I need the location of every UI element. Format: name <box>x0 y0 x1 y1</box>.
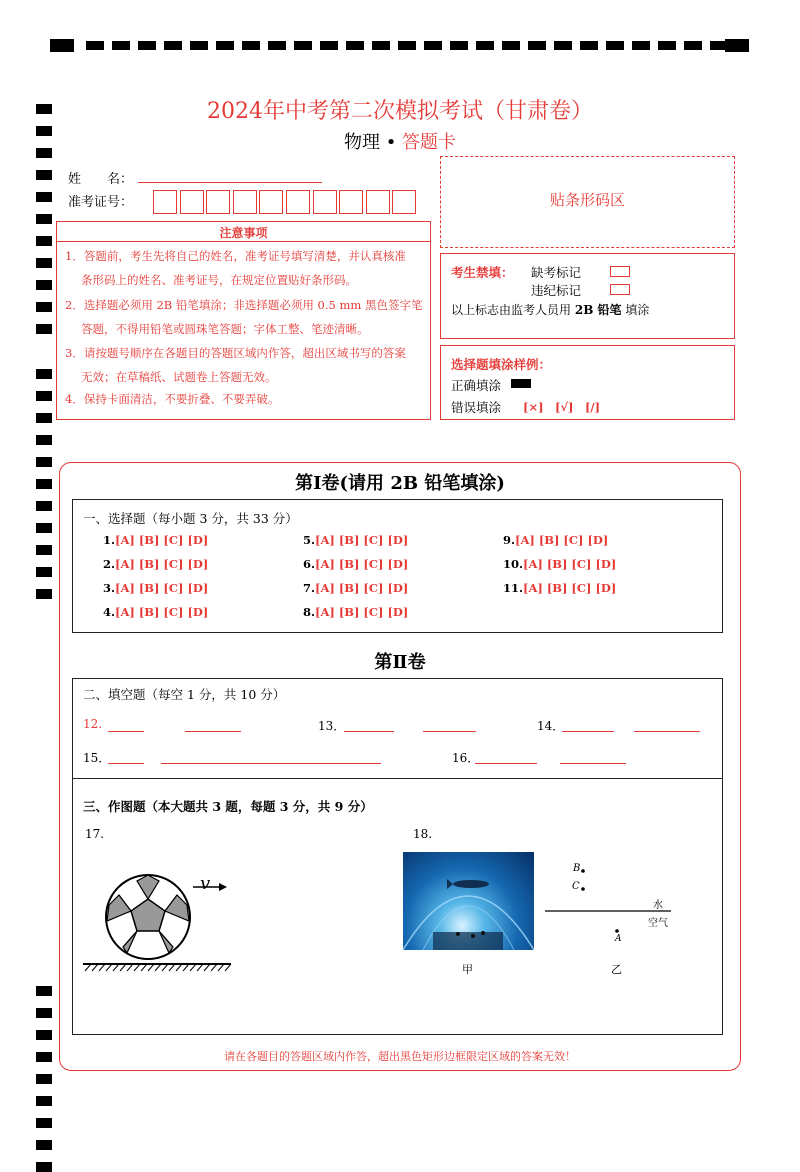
timing-mark <box>528 41 546 50</box>
timing-mark <box>36 435 52 445</box>
correct-label: 正确填涂 <box>451 378 502 393</box>
question-number: 7. <box>303 581 316 595</box>
notice-box <box>56 221 431 420</box>
timing-mark <box>658 41 676 50</box>
timing-mark <box>36 1030 52 1040</box>
timing-mark <box>36 1162 52 1172</box>
drawing-heading: 三、作图题（本大题共 3 题，每题 3 分，共 9 分） <box>83 799 373 814</box>
timing-mark <box>112 41 130 50</box>
answer-options[interactable]: [A] [B] [C] [D] <box>115 557 209 571</box>
timing-mark <box>138 41 156 50</box>
sample-title: 选择题填涂样例： <box>451 357 552 372</box>
timing-mark <box>725 39 749 52</box>
timing-mark <box>606 41 624 50</box>
missing-mark-box[interactable] <box>610 266 630 277</box>
choice-question-8[interactable] <box>303 605 408 619</box>
timing-mark <box>36 1008 52 1018</box>
timing-mark <box>36 1118 52 1128</box>
q15-blank-1[interactable] <box>108 763 144 764</box>
notice-item: 1．答题前，考生先将自己的姓名，准考证号填写清楚，并认真核准 <box>65 249 406 263</box>
q13-blank-1[interactable] <box>344 731 394 732</box>
choice-question-5[interactable] <box>303 533 408 547</box>
note-pre: 以上标志由监考人员用 <box>451 303 572 317</box>
notice-item: 答题，不得用铅笔或圆珠笔答题；字体工整、笔迹清晰。 <box>81 322 369 336</box>
caption-yi: 乙 <box>611 963 622 976</box>
answer-options[interactable]: [A] [B] [C] [D] <box>315 581 409 595</box>
timing-mark <box>424 41 442 50</box>
q15-number: 15． <box>83 751 111 765</box>
timing-mark <box>684 41 702 50</box>
timing-mark <box>36 258 52 268</box>
note-bold: 2B 铅笔 <box>574 303 622 317</box>
timing-mark <box>632 41 650 50</box>
answer-options[interactable]: [A] [B] [C] [D] <box>523 557 617 571</box>
q18-number: 18. <box>413 827 433 841</box>
examinee-forbidden-box <box>440 253 735 339</box>
timing-mark <box>580 41 598 50</box>
id-digit-box[interactable] <box>233 190 257 214</box>
q15-blank-2[interactable] <box>161 763 381 764</box>
violation-mark-box[interactable] <box>610 284 630 295</box>
timing-mark <box>450 41 468 50</box>
question-number: 9. <box>503 533 516 547</box>
notice-item: 3．请按题号顺序在各题目的答题区域内作答，超出区域书写的答案 <box>65 346 406 360</box>
point-b <box>581 869 585 873</box>
q16-number: 16． <box>452 751 480 765</box>
q12-blank-1[interactable] <box>108 731 144 732</box>
barcode-label: 贴条形码区 <box>549 191 625 209</box>
choice-question-box <box>72 499 723 633</box>
question-number: 10. <box>503 557 524 571</box>
section2-title: 第Ⅱ卷 <box>374 652 426 673</box>
wrong-label: 错误填涂 <box>451 400 502 415</box>
point-a <box>615 929 619 933</box>
label-a: A <box>615 934 622 944</box>
id-digit-box[interactable] <box>339 190 363 214</box>
id-digit-box[interactable] <box>206 190 230 214</box>
timing-mark <box>36 1140 52 1150</box>
choice-question-4[interactable] <box>103 605 208 619</box>
q12-blank-2[interactable] <box>185 731 241 732</box>
subtitle-dot: • <box>385 132 397 153</box>
ground-hatch <box>83 964 231 971</box>
timing-mark <box>36 457 52 467</box>
timing-mark <box>36 236 52 246</box>
point-c <box>581 887 585 891</box>
notice-title: 注意事项 <box>219 226 268 240</box>
card-label: 答题卡 <box>402 132 457 153</box>
q13-blank-2[interactable] <box>423 731 476 732</box>
timing-mark <box>36 170 52 180</box>
subject-label: 物理 <box>343 132 380 153</box>
q12-number: 12. <box>83 717 103 731</box>
exam-title: 2024年中考第二次模拟考试（甘肃卷） <box>207 99 593 124</box>
answer-options[interactable]: [A] [B] [C] [D] <box>115 533 209 547</box>
answer-options[interactable]: [A] [B] [C] [D] <box>515 533 609 547</box>
subtitle <box>0 128 800 154</box>
timing-mark <box>36 589 52 599</box>
correct-fill-sample <box>511 379 531 388</box>
timing-mark <box>268 41 286 50</box>
fill-blank-box <box>72 678 723 779</box>
timing-mark <box>554 41 572 50</box>
q14-number: 14． <box>537 719 565 733</box>
timing-mark <box>36 986 52 996</box>
forbidden-title: 考生禁填： <box>451 265 514 280</box>
timing-mark <box>216 41 234 50</box>
question-number: 3. <box>103 581 116 595</box>
fill-heading: 二、填空题（每空 1 分，共 10 分） <box>83 687 286 702</box>
q16-blank-1[interactable] <box>475 763 537 764</box>
id-digit-box[interactable] <box>259 190 283 214</box>
choice-question-3[interactable] <box>103 581 208 595</box>
notice-item: 条形码上的姓名、准考证号，在规定位置贴好条形码。 <box>81 273 357 287</box>
timing-mark <box>50 39 74 52</box>
timing-mark <box>36 501 52 511</box>
caption-jia: 甲 <box>462 963 473 976</box>
drawing-question-box <box>72 778 723 1035</box>
soccer-ball-figure <box>81 869 241 979</box>
question-number: 8. <box>303 605 316 619</box>
q17-number: 17. <box>85 827 105 841</box>
label-c: C <box>572 881 580 892</box>
barcode-area <box>440 156 735 248</box>
wrong-marks: [×] [√] [/] <box>523 400 601 414</box>
timing-mark <box>36 192 52 202</box>
timing-mark <box>36 545 52 555</box>
timing-mark <box>36 1096 52 1106</box>
timing-mark <box>476 41 494 50</box>
timing-mark <box>320 41 338 50</box>
label-b: B <box>573 863 581 874</box>
timing-mark <box>36 369 52 379</box>
timing-mark <box>86 41 104 50</box>
timing-mark <box>372 41 390 50</box>
question-number: 1. <box>103 533 116 547</box>
missing-label: 缺考标记 <box>531 265 582 280</box>
q16-blank-2[interactable] <box>560 763 626 764</box>
id-digit-box[interactable] <box>180 190 204 214</box>
answer-options[interactable]: [A] [B] [C] [D] <box>315 557 409 571</box>
answer-options[interactable]: [A] [B] [C] [D] <box>115 605 209 619</box>
choice-question-2[interactable] <box>103 557 208 571</box>
notice-item: 4．保持卡面清洁，不要折叠、不要弄破。 <box>65 392 280 406</box>
section1-title: 第Ⅰ卷(请用 2B 铅笔填涂) <box>295 473 505 494</box>
name-label: 姓 名： <box>68 172 134 187</box>
name-input[interactable] <box>138 182 322 183</box>
timing-mark <box>242 41 260 50</box>
q14-blank-2[interactable] <box>634 731 700 732</box>
timing-mark <box>294 41 312 50</box>
timing-mark <box>36 567 52 577</box>
aquarium-tunnel-photo <box>403 852 534 950</box>
timing-mark <box>36 214 52 224</box>
id-digit-box[interactable] <box>153 190 177 214</box>
choice-question-10[interactable] <box>503 557 616 571</box>
timing-mark <box>36 413 52 423</box>
answer-options[interactable]: [A] [B] [C] [D] <box>523 581 617 595</box>
violation-label: 违纪标记 <box>531 283 582 298</box>
timing-mark <box>36 523 52 533</box>
choice-question-9[interactable] <box>503 533 608 547</box>
question-number: 11. <box>503 581 524 595</box>
timing-mark <box>36 302 52 312</box>
footer-warning: 请在各题目的答题区域内作答，超出黑色矩形边框限定区域的答案无效！ <box>224 1050 576 1063</box>
aquarium-scene <box>403 852 534 950</box>
timing-mark <box>164 41 182 50</box>
q14-blank-1[interactable] <box>562 731 614 732</box>
question-number: 5. <box>303 533 316 547</box>
id-label: 准考证号： <box>68 195 134 210</box>
question-number: 2. <box>103 557 116 571</box>
timing-mark <box>398 41 416 50</box>
id-digit-box[interactable] <box>392 190 416 214</box>
answer-options[interactable]: [A] [B] [C] [D] <box>115 581 209 595</box>
notice-item: 无效；在草稿纸、试题卷上答题无效。 <box>81 370 277 384</box>
forbidden-note <box>451 301 649 318</box>
timing-mark <box>36 280 52 290</box>
note-post: 填涂 <box>625 303 650 317</box>
soccer-ball-icon <box>106 875 190 959</box>
choice-heading: 一、选择题（每小题 3 分，共 33 分） <box>83 511 298 526</box>
choice-question-6[interactable] <box>303 557 408 571</box>
timing-mark <box>36 391 52 401</box>
q13-number: 13． <box>318 719 346 733</box>
label-water: 水 <box>653 900 663 911</box>
choice-question-11[interactable] <box>503 581 616 595</box>
fill-sample-box <box>440 345 735 420</box>
answer-options[interactable]: [A] [B] [C] [D] <box>315 533 409 547</box>
timing-mark <box>36 324 52 334</box>
velocity-label: v <box>200 873 211 894</box>
notice-item: 2．选择题必须用 2B 铅笔填涂；非选择题必须用 0.5 mm 黑色签字笔 <box>65 298 423 312</box>
id-digit-box[interactable] <box>313 190 337 214</box>
choice-question-7[interactable] <box>303 581 408 595</box>
question-number: 6. <box>303 557 316 571</box>
question-number: 4. <box>103 605 116 619</box>
notice-header <box>57 222 430 242</box>
id-digit-box[interactable] <box>286 190 310 214</box>
timing-mark <box>502 41 520 50</box>
choice-question-1[interactable] <box>103 533 208 547</box>
timing-mark <box>36 1074 52 1084</box>
id-digit-box[interactable] <box>366 190 390 214</box>
timing-mark <box>190 41 208 50</box>
answer-options[interactable]: [A] [B] [C] [D] <box>315 605 409 619</box>
label-air: 空气 <box>648 918 668 929</box>
timing-mark <box>346 41 364 50</box>
